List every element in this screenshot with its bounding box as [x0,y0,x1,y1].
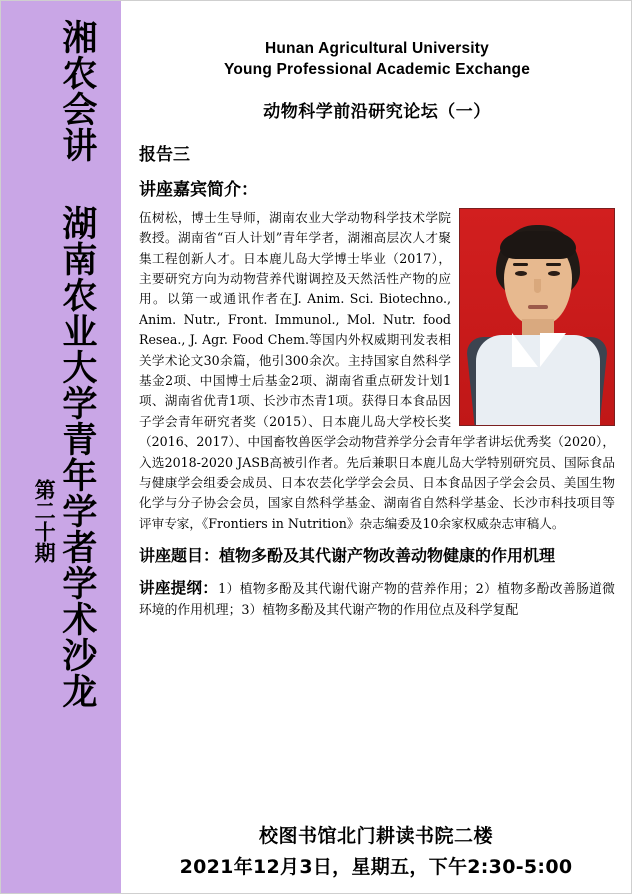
portrait-collar-right [540,333,566,367]
side-banner-title: 湘农会讲 湖南农业大学青年学者学术沙龙 [56,19,98,709]
lecture-topic-label: 讲座题目： [139,546,220,566]
portrait-eye-left [515,271,527,276]
english-title-line1: Hunan Agricultural University [265,40,489,57]
datetime-text: 2021年12月3日，星期五，下午2:30-5:00 [179,856,573,878]
portrait-nose [534,279,541,293]
report-number: 报告三 [139,144,190,165]
lecture-outline [139,576,615,621]
bio-block [139,206,615,534]
lecture-topic-text: 植物多酚及其代谢产物改善动物健康的作用机理 [219,546,556,566]
side-banner [1,1,121,893]
lecture-outline-label: 讲座提纲： [139,579,219,598]
english-title [139,39,615,81]
portrait-mouth [528,305,548,309]
lecture-outline-text: 1）植物多酚及其代谢代谢产物的营养作用；2）植物多酚改善肠道微环境的作用机理；3）植物多酚及其代谢产物的作用位点及科学复配 [139,582,615,618]
lecture-topic [139,544,615,568]
guest-bio-text: 伍树松，博士生导师，湖南农业大学动物科学技术学院教授。湖南省“百人计划”青年学者，湖湘高层次人才聚集工程创新人才。日本鹿儿岛大学博士毕业（2017），主要研究方向为动物营养代谢调控及天然活性产物的应用。以第一或通讯作者在J. Anim. Sci. Biotechno., Anim. Nutr., Front. Immunol., Mol. Nutr. food Resea., J. Agr. Food Chem.等国内外权威期刊发表相关学术论文30余篇，他引300余次。主持国家自然科学基金2项、中国博士后基金2项、湖南省重点研发计划1项、湖南省优青1项、长沙市杰青1项。获得日本食品因子学会青年研究者奖（2015）、日本鹿儿岛大学校长奖（2016、2017）、中国畜牧兽医学会动物营养学分会青年学者讲坛优秀奖（2020），入选2018-2020 JASB高被引作者。先后兼职日本鹿儿岛大学特别研究员、国际食品与健康学会组委会成员、日本农芸化学学会会员、日本食品因子学会会员、美国生物化学与分子协会会员，国家自然科学基金、湖南省自然科学基金、长沙市科技项目等评审专家，《Frontiers in Nutrition》杂志编委及10余家权威杂志审稿人。 [139,209,615,531]
guest-portrait-photo [459,208,615,426]
portrait-eye-right [548,271,560,276]
portrait-brow-left [513,263,528,266]
poster-content [121,1,631,893]
poster-footer [121,821,631,879]
venue-text: 校图书馆北门耕读书院二楼 [258,825,493,847]
english-title-line2: Young Professional Academic Exchange [223,60,531,78]
guest-intro-heading: 讲座嘉宾简介： [139,179,258,200]
portrait-shirt [476,335,600,426]
portrait-fringe [500,231,576,259]
side-banner-issue: 第二十期 [32,479,58,563]
portrait-collar-left [512,333,538,367]
forum-title: 动物科学前沿研究论坛（一） [263,101,491,122]
portrait-brow-right [546,263,561,266]
